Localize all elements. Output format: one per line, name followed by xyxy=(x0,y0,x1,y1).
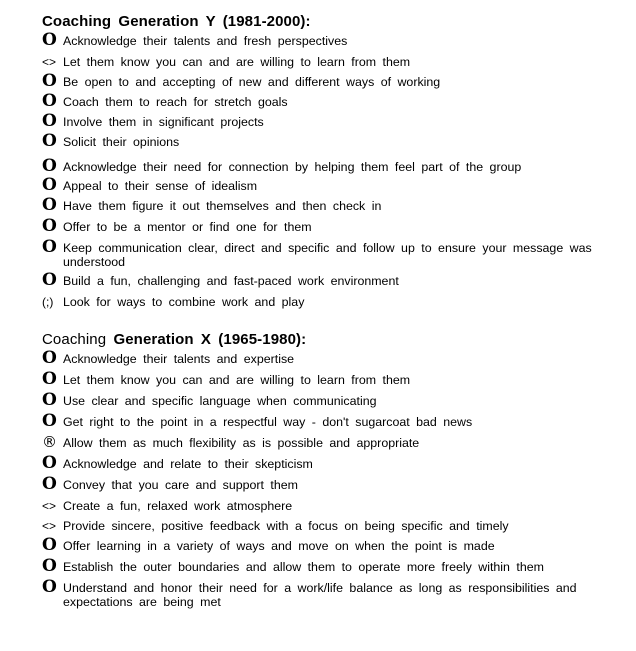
generation-y-list xyxy=(42,30,616,309)
list-item xyxy=(42,390,616,410)
list-item-text: Provide sincere, positive feedback with a focus on being specific and timely xyxy=(63,519,509,533)
bullet-symbol: O xyxy=(42,131,57,151)
bullet-symbol: O xyxy=(42,348,57,368)
list-item-text: Establish the outer boundaries and allow them to operate more freely within them xyxy=(63,560,544,574)
bullet-symbol: O xyxy=(42,30,57,50)
list-item xyxy=(42,348,616,368)
list-item-text: Involve them in significant projects xyxy=(63,115,264,129)
list-item xyxy=(42,216,616,236)
list-item xyxy=(42,195,616,215)
bullet-symbol: O xyxy=(42,535,57,555)
bullet-symbol: O xyxy=(42,175,57,195)
generation-y-section xyxy=(42,12,616,309)
list-item xyxy=(42,30,616,50)
list-item-text: Let them know you can and are willing to learn from them xyxy=(63,55,411,69)
heading-title: Generation Y (1981-2000): xyxy=(118,13,311,30)
heading-prefix: Coaching xyxy=(42,13,112,30)
list-item-text: Coach them to reach for stretch goals xyxy=(63,95,288,109)
bullet-symbol: O xyxy=(42,369,57,389)
list-item-text: Keep communication clear, direct and specific and follow up to ensure your message was understood xyxy=(63,241,592,269)
list-item xyxy=(42,411,616,431)
bullet-symbol: (;) xyxy=(42,295,54,309)
list-item xyxy=(42,519,616,533)
bullet-symbol: O xyxy=(42,270,57,290)
bullet-symbol: O xyxy=(42,453,57,473)
list-item xyxy=(42,453,616,473)
list-item xyxy=(42,270,616,290)
heading-title: Generation X (1965-1980): xyxy=(113,331,307,348)
bullet-symbol: O xyxy=(42,195,57,215)
list-item-text: Use clear and specific language when communicating xyxy=(63,394,377,408)
list-item-text: Acknowledge and relate to their skepticism xyxy=(63,457,313,471)
list-item xyxy=(42,71,616,91)
list-item-text: Have them figure it out themselves and then check in xyxy=(63,199,382,213)
bullet-symbol: O xyxy=(42,556,57,576)
list-item xyxy=(42,535,616,555)
list-item-text: Understand and honor their need for a work/life balance as long as responsibilities and expectations are being met xyxy=(63,581,577,609)
bullet-symbol: O xyxy=(42,71,57,91)
list-item-text: Offer learning in a variety of ways and move on when the point is made xyxy=(63,539,495,553)
generation-x-heading xyxy=(42,330,616,350)
bullet-symbol: O xyxy=(42,411,57,431)
bullet-symbol: O xyxy=(42,216,57,236)
list-item xyxy=(42,111,616,131)
list-item-text: Acknowledge their talents and fresh perspectives xyxy=(63,34,348,48)
list-item-text: Look for ways to combine work and play xyxy=(63,295,305,309)
bullet-symbol: O xyxy=(42,390,57,410)
list-item-text: Be open to and accepting of new and different ways of working xyxy=(63,75,441,89)
bullet-symbol: O xyxy=(42,237,57,257)
list-item-text: Let them know you can and are willing to learn from them xyxy=(63,373,411,387)
list-item xyxy=(42,556,616,576)
bullet-symbol: O xyxy=(42,474,57,494)
list-item xyxy=(42,433,616,451)
list-item xyxy=(42,237,616,269)
list-item-text: Allow them as much flexibility as is possible and appropriate xyxy=(63,436,420,450)
list-item xyxy=(42,131,616,151)
bullet-symbol: O xyxy=(42,577,57,597)
list-item-text: Create a fun, relaxed work atmosphere xyxy=(63,499,293,513)
bullet-symbol: <> xyxy=(42,519,57,533)
list-item-text: Solicit their opinions xyxy=(63,135,180,149)
generation-y-heading xyxy=(42,12,616,32)
list-item xyxy=(42,55,616,69)
list-item-text: Acknowledge their talents and expertise xyxy=(63,352,295,366)
list-item-text: Convey that you care and support them xyxy=(63,478,298,492)
bullet-symbol: <> xyxy=(42,55,57,69)
list-item-text: Offer to be a mentor or find one for them xyxy=(63,220,312,234)
bullet-symbol: ® xyxy=(42,433,57,451)
bullet-symbol: O xyxy=(42,111,57,131)
list-item xyxy=(42,175,616,195)
list-item xyxy=(42,499,616,513)
list-item xyxy=(42,156,616,176)
list-item-text: Acknowledge their need for connection by helping them feel part of the group xyxy=(63,160,522,174)
list-item xyxy=(42,369,616,389)
list-item-text: Appeal to their sense of idealism xyxy=(63,179,258,193)
list-item-text: Build a fun, challenging and fast-paced work environment xyxy=(63,274,399,288)
bullet-symbol: O xyxy=(42,156,57,176)
generation-x-section xyxy=(42,330,616,609)
list-item xyxy=(42,295,616,309)
list-item xyxy=(42,474,616,494)
list-item xyxy=(42,91,616,111)
bullet-symbol: <> xyxy=(42,499,57,513)
list-item-text: Get right to the point in a respectful way - don't sugarcoat bad news xyxy=(63,415,473,429)
generation-x-list xyxy=(42,348,616,609)
bullet-symbol: O xyxy=(42,91,57,111)
heading-prefix: Coaching xyxy=(42,331,107,348)
list-item xyxy=(42,577,616,609)
